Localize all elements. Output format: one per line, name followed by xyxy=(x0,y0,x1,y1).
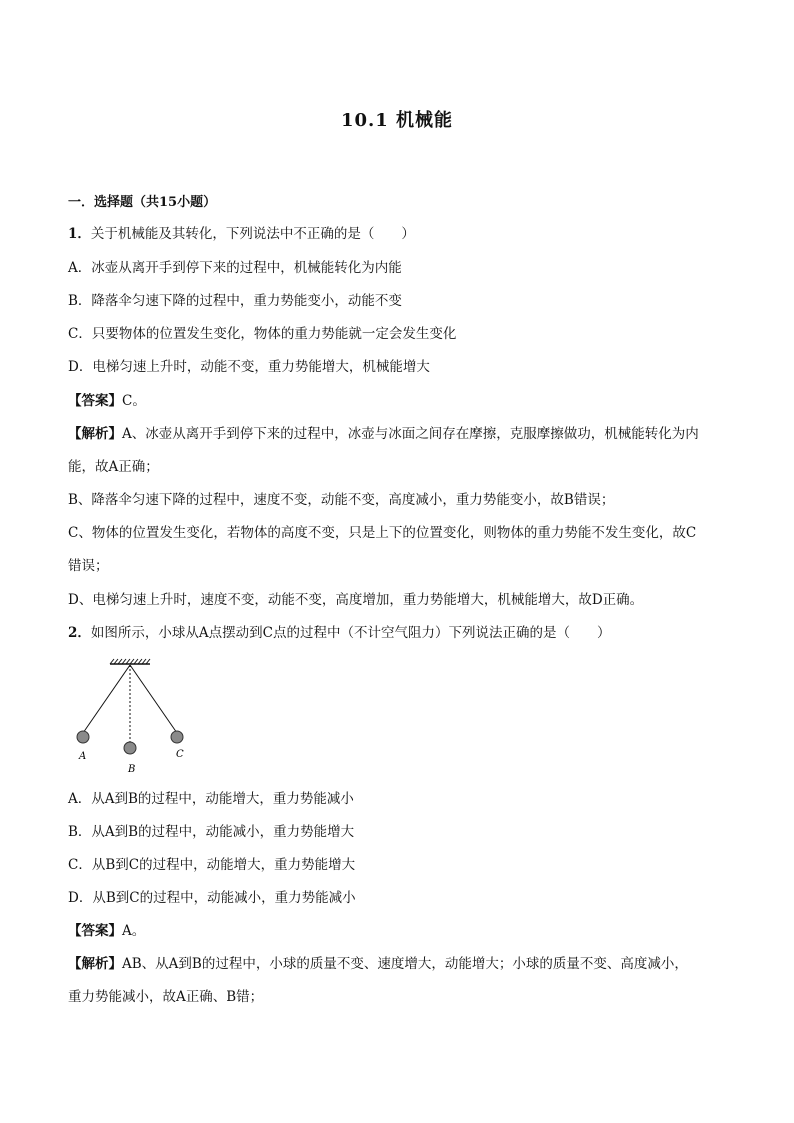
question-2-option-d: D．从B到C的过程中，动能减小，重力势能减小 xyxy=(68,890,356,906)
section-heading: 一．选择题（共15小题） xyxy=(68,195,217,210)
question-1-option-d: D．电梯匀速上升时，动能不变，重力势能增大，机械能增大 xyxy=(68,359,430,375)
question-1-option-c: C．只要物体的位置发生变化，物体的重力势能就一定会发生变化 xyxy=(68,326,457,342)
question-1-analysis-line-3: B、降落伞匀速下降的过程中，速度不变，动能不变，高度减小，重力势能变小，故B错误； xyxy=(68,492,615,508)
page-title: 10.1 机械能 xyxy=(340,110,454,131)
question-2-answer xyxy=(68,922,145,940)
question-1-analysis-line-6: D、电梯匀速上升时，速度不变，动能不变，高度增加，重力势能增大，机械能增大，故D正确。 xyxy=(68,592,644,608)
question-1-analysis-line-4: C、物体的位置发生变化，若物体的高度不变，只是上下的位置变化，则物体的重力势能不发生变化，故C xyxy=(68,525,697,541)
answer-label: 【答案】 xyxy=(68,393,122,409)
question-text: 关于机械能及其转化，下列说法中不正确的是（ ） xyxy=(90,226,415,242)
question-1-analysis-line-5: 错误； xyxy=(68,558,109,574)
answer-label: 【答案】 xyxy=(68,923,122,939)
analysis-label: 【解析】 xyxy=(68,426,122,442)
analysis-text: A、冰壶从离开手到停下来的过程中，冰壶与冰面之间存在摩擦，克服摩擦做功，机械能转化为内 xyxy=(122,426,699,442)
question-2-option-c: C．从B到C的过程中，动能增大，重力势能增大 xyxy=(68,857,356,873)
analysis-text: AB、从A到B的过程中，小球的质量不变、速度增大，动能增大；小球的质量不变、高度减小， xyxy=(122,956,688,972)
pendulum-string-c xyxy=(130,665,177,733)
pendulum-diagram xyxy=(70,655,200,780)
question-number: 1． xyxy=(68,226,91,242)
question-2-stem xyxy=(68,624,610,642)
label-a: A xyxy=(79,751,87,762)
label-c: C xyxy=(176,749,184,760)
question-2-option-a: A．从A到B的过程中，动能增大，重力势能减小 xyxy=(68,791,354,807)
answer-value: A。 xyxy=(122,923,146,939)
question-1-stem xyxy=(68,225,415,243)
question-1-option-a: A．冰壶从离开手到停下来的过程中，机械能转化为内能 xyxy=(68,260,402,276)
question-1-answer xyxy=(68,392,146,410)
ball-a xyxy=(77,731,89,743)
ball-b xyxy=(124,742,136,754)
question-number: 2． xyxy=(68,625,91,641)
analysis-label: 【解析】 xyxy=(68,956,122,972)
question-2-option-b: B．从A到B的过程中，动能减小，重力势能增大 xyxy=(68,824,355,840)
label-b: B xyxy=(128,764,136,775)
question-1-analysis-line-2: 能，故A正确； xyxy=(68,459,159,475)
question-1-analysis-line-1 xyxy=(68,425,699,443)
question-2-analysis-line-1 xyxy=(68,955,688,973)
question-1-option-b: B．降落伞匀速下降的过程中，重力势能变小，动能不变 xyxy=(68,293,402,309)
pendulum-string-a xyxy=(83,665,130,733)
ball-c xyxy=(171,731,183,743)
answer-value: C。 xyxy=(122,393,146,409)
question-text: 如图所示，小球从A点摆动到C点的过程中（不计空气阻力）下列说法正确的是（ ） xyxy=(90,625,611,641)
question-2-analysis-line-2: 重力势能减小，故A正确、B错； xyxy=(68,989,264,1005)
